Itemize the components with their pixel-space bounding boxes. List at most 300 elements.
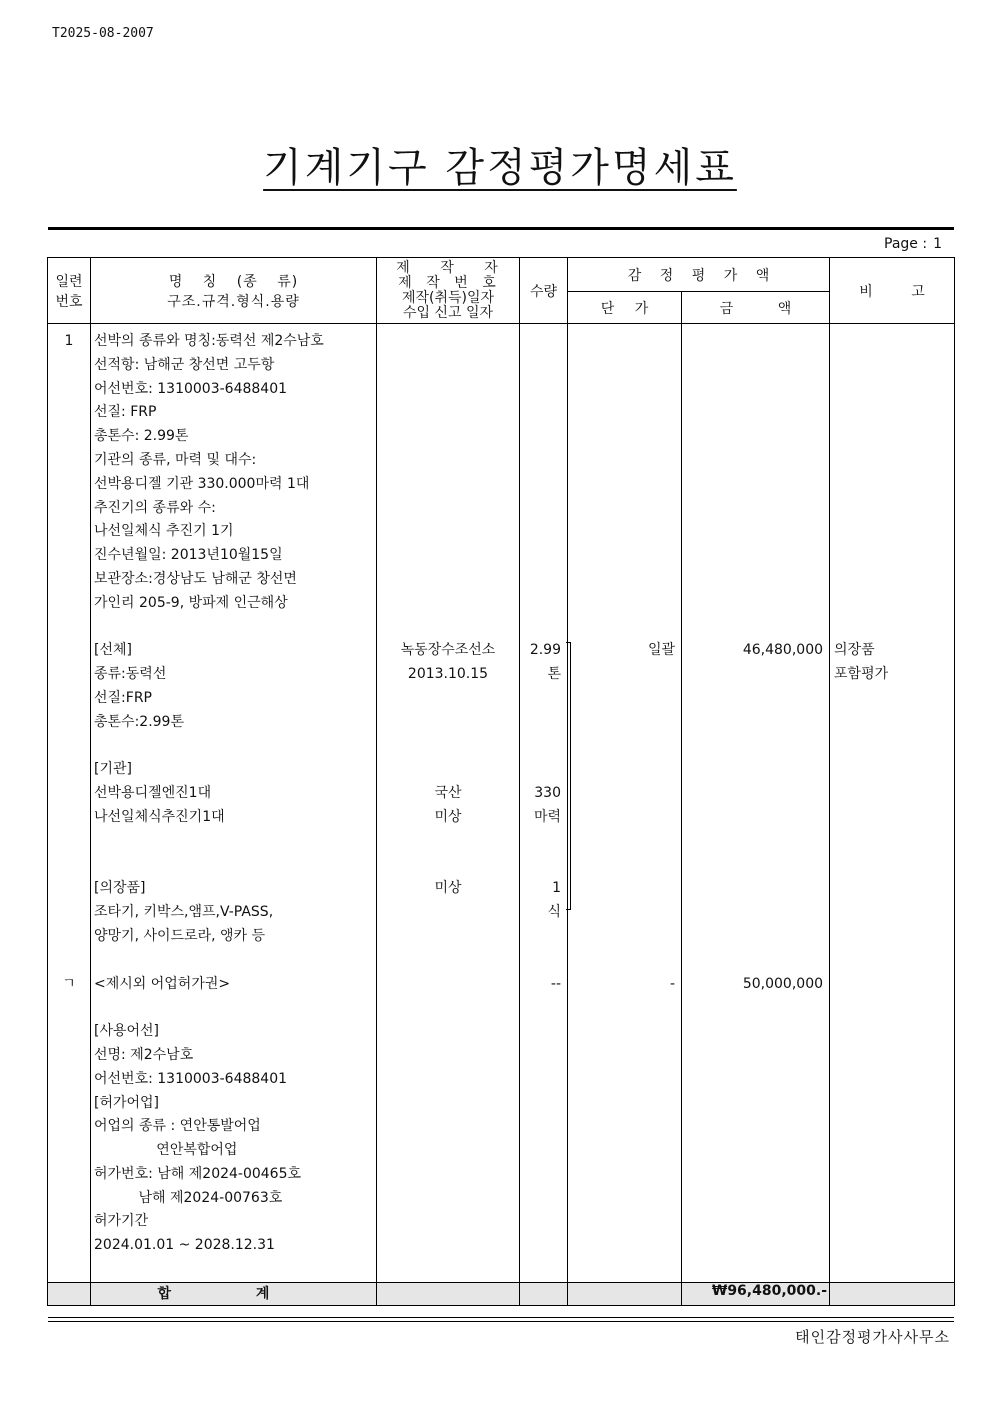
remarks-line [830,449,954,473]
amount-line [682,1210,829,1234]
desc-line: 가인리 205-9, 방파제 인근해상 [94,594,288,611]
group-bracket [566,642,571,910]
qty-line [520,1139,567,1163]
header-maker [377,258,520,324]
amount-line [682,1020,829,1044]
unit-line [568,1020,681,1044]
qty-line [520,1163,567,1187]
document-number: T2025-08-2007 [52,26,154,41]
total-unit-cell [568,1282,682,1305]
unit-line [568,1115,681,1139]
remarks-line [830,401,954,425]
seq-line [48,830,90,854]
remarks-line [830,616,954,640]
desc-line: 어선번호: 1310003-6488401 [94,380,288,397]
seq-line [48,854,90,878]
qty-line [520,1210,567,1234]
desc-line: [기관] [94,761,132,778]
unit-line [568,925,681,949]
remarks-line: 의장품 [834,642,875,659]
qty-line: -- [550,975,561,992]
unit-line [568,711,681,735]
maker-line [377,901,519,925]
seq-line [48,497,90,521]
remarks-line [830,877,954,901]
remarks-line [830,687,954,711]
qty-line [520,996,567,1020]
total-remarks-cell [830,1282,955,1305]
desc-line: 선박용디젤엔진1대 [94,785,212,802]
desc-line: 허가기간 [94,1213,149,1230]
amount-line [682,1258,829,1282]
seq-line [48,568,90,592]
header-qty: 수량 [520,258,568,324]
remarks-line [830,1115,954,1139]
header-seq-line2: 번호 [55,293,83,310]
unit-line [568,1258,681,1282]
desc-line: 종류:동력선 [94,666,167,683]
amount-line [682,449,829,473]
remarks-line [830,1258,954,1282]
amount-line [682,330,829,354]
seq-line [48,473,90,497]
amount-line [682,1234,829,1258]
unit-line [568,1187,681,1211]
maker-line [377,830,519,854]
maker-line [377,330,519,354]
amount-line [682,1044,829,1068]
desc-line: 어업의 종류 : 연안통발어업 [94,1118,261,1135]
amount-line [682,877,829,901]
seq-line [48,782,90,806]
seq-line [48,1210,90,1234]
seq-line [48,378,90,402]
unit-line [568,592,681,616]
remarks-line [830,425,954,449]
maker-column [377,324,520,1283]
seq-line [48,735,90,759]
qty-line [520,687,567,711]
amount-line [682,830,829,854]
unit-line [568,758,681,782]
remarks-line [830,473,954,497]
maker-line [377,592,519,616]
maker-line: 2013.10.15 [407,666,489,683]
seq-line [48,1044,90,1068]
desc-line: 어선번호: 1310003-6488401 [94,1070,288,1087]
remarks-line [830,711,954,735]
maker-line [377,1068,519,1092]
unit-line [568,1163,681,1187]
amount-line [682,806,829,830]
seq-line [48,1163,90,1187]
maker-line [377,1210,519,1234]
qty-line: 마력 [533,808,561,825]
maker-line [377,854,519,878]
qty-line [520,544,567,568]
qty-line [520,1115,567,1139]
qty-line [520,1068,567,1092]
desc-line: [의장품] [94,880,146,897]
desc-line: 연안복합어업 [94,1142,238,1159]
maker-line [377,425,519,449]
header-appraisal: 감 정 평 가 액 [568,258,830,292]
amount-line [682,663,829,687]
unit-line [568,1139,681,1163]
desc-line: 총톤수:2.99톤 [94,713,184,730]
amount-line [682,1068,829,1092]
desc-line: [사용어선] [94,1023,160,1040]
amount-line [682,687,829,711]
unit-line [568,425,681,449]
maker-line [377,568,519,592]
unit-line [568,663,681,687]
qty-line [520,925,567,949]
header-seq [48,258,91,324]
maker-line [377,354,519,378]
maker-line [377,735,519,759]
header-maker-line1: 제 작 자 [396,259,500,276]
seq-line [48,520,90,544]
desc-line: 추진기의 종류와 수: [94,499,216,516]
amount-line [682,925,829,949]
desc-line: 진수년월일: 2013년10월15일 [94,547,283,564]
maker-line [377,1258,519,1282]
amount-line [682,735,829,759]
unit-line [568,1044,681,1068]
unit-line [568,473,681,497]
header-name-line2: 구조.규격.형식.용량 [167,293,300,310]
maker-line [377,544,519,568]
seq-column [48,324,91,1283]
header-maker-line3: 제작(취득)일자 [401,289,495,306]
remarks-line [830,1139,954,1163]
amount-line [682,901,829,925]
maker-line [377,520,519,544]
remarks-line [830,497,954,521]
seq-line [48,1258,90,1282]
amount-line [682,616,829,640]
maker-line [377,1187,519,1211]
desc-line [91,854,376,878]
desc-line: [허가어업] [94,1094,160,1111]
amount-line [682,520,829,544]
seq-line [48,806,90,830]
qty-line: 톤 [547,666,561,683]
bottom-rule-1 [48,1317,954,1318]
maker-line: 미상 [434,808,462,825]
seq-line [48,925,90,949]
unit-line [568,687,681,711]
seq-line [48,1139,90,1163]
maker-line [377,1163,519,1187]
seq-line: 1 [64,333,74,349]
bottom-rule-2 [48,1321,954,1322]
total-label: 합 계 [91,1282,377,1305]
unit-line [568,378,681,402]
amount-line [682,473,829,497]
qty-line [520,473,567,497]
desc-line: 선질: FRP [94,404,157,421]
amount-line [682,378,829,402]
amount-line [682,401,829,425]
desc-line: 2024.01.01 ~ 2028.12.31 [94,1237,275,1254]
seq-line [48,354,90,378]
qty-line: 식 [547,904,561,921]
seq-line [48,401,90,425]
remarks-column [830,324,955,1283]
amount-line [682,1092,829,1116]
unit-line [568,830,681,854]
desc-line: 나선일체식추진기1대 [94,808,225,825]
maker-line [377,1139,519,1163]
desc-line: 선질:FRP [94,689,152,706]
maker-line [377,1020,519,1044]
desc-line [91,996,376,1020]
unit-line [568,877,681,901]
qty-line [520,401,567,425]
amount-line [682,1115,829,1139]
header-row-1 [48,258,955,292]
unit-line [568,330,681,354]
unit-line [568,854,681,878]
unit-line [568,544,681,568]
quantity-column [520,324,568,1283]
header-maker-line4: 수입 신고 일자 [402,304,494,321]
seq-line [48,877,90,901]
maker-line [377,473,519,497]
page-title [0,136,1000,193]
maker-line [377,378,519,402]
qty-line [520,830,567,854]
desc-line: 선박용디젤 기관 330.000마력 1대 [94,475,310,492]
appraisal-table [47,257,955,1306]
seq-line [48,663,90,687]
qty-line [520,854,567,878]
top-rule [48,227,954,230]
total-qty-cell [520,1282,568,1305]
seq-line [48,449,90,473]
qty-line [520,1187,567,1211]
qty-line [520,568,567,592]
unit-line [568,735,681,759]
remarks-line [830,1044,954,1068]
desc-line: <제시외 어업허가권> [94,975,231,992]
amount-column [682,324,830,1283]
header-seq-line1: 일련 [55,273,83,290]
qty-line [520,425,567,449]
seq-line [48,949,90,973]
unit-line [568,782,681,806]
qty-line [520,1092,567,1116]
desc-line: 선적항: 남해군 창선면 고두항 [94,356,275,373]
unit-price-column [568,324,682,1283]
page-number: 1 [933,236,942,252]
qty-line [520,592,567,616]
qty-line [520,497,567,521]
seq-line [48,758,90,782]
desc-line: 총톤수: 2.99톤 [94,428,189,445]
desc-line [91,616,376,640]
seq-line [48,1234,90,1258]
remarks-line [830,758,954,782]
amount-line [682,354,829,378]
body-row [48,324,955,1283]
remarks-line [830,925,954,949]
amount-line [682,425,829,449]
header-name [91,258,377,324]
header-amount: 금 액 [682,292,830,324]
seq-line [48,996,90,1020]
remarks-line [830,592,954,616]
seq-line [48,901,90,925]
qty-line [520,735,567,759]
seq-line [48,425,90,449]
seq-line [48,592,90,616]
seq-line [48,1092,90,1116]
remarks-line [830,996,954,1020]
unit-line [568,806,681,830]
amount-line [682,782,829,806]
total-sum: ₩96,480,000.- [682,1282,830,1305]
remarks-line [830,973,954,997]
maker-line [377,1092,519,1116]
amount-line [682,711,829,735]
remarks-line [830,354,954,378]
desc-line [91,735,376,759]
remarks-line [830,1187,954,1211]
qty-line: 2.99 [529,642,561,659]
maker-line [377,925,519,949]
desc-line: 조타기, 키박스,앰프,V-PASS, [94,904,274,921]
unit-line: - [669,975,675,992]
amount-line [682,1163,829,1187]
amount-line [682,996,829,1020]
qty-line: 330 [534,785,561,802]
maker-line: 국산 [434,785,462,802]
remarks-line [830,854,954,878]
desc-line: 남해 제2024-00763호 [94,1189,283,1206]
desc-line [91,1258,376,1282]
qty-line [520,758,567,782]
qty-line: 1 [552,880,561,897]
maker-line [377,1234,519,1258]
amount-line [682,568,829,592]
desc-line: 나선일체식 추진기 1기 [94,523,234,540]
maker-line [377,401,519,425]
total-maker-cell [377,1282,520,1305]
unit-line [568,568,681,592]
seq-line [48,639,90,663]
total-seq-cell [48,1282,91,1305]
office-name: 태인감정평가사사무소 [795,1328,950,1346]
amount-line [682,1187,829,1211]
remarks-line [830,1234,954,1258]
remarks-line [830,330,954,354]
amount-line: 50,000,000 [742,975,824,992]
header-maker-line2: 제 작 번 호 [398,274,498,291]
remarks-line [830,1092,954,1116]
unit-line [568,1092,681,1116]
qty-line [520,1258,567,1282]
remarks-line [830,568,954,592]
qty-line [520,1234,567,1258]
unit-line [568,949,681,973]
remarks-line [830,520,954,544]
desc-line [91,949,376,973]
qty-line [520,520,567,544]
remarks-line [830,782,954,806]
qty-line [520,711,567,735]
remarks-line [830,544,954,568]
remarks-line [830,806,954,830]
amount-line [682,592,829,616]
header-unit-price: 단 가 [568,292,682,324]
unit-line [568,354,681,378]
seq-line: ㄱ [62,975,76,992]
desc-line: 양망기, 사이드로라, 앵카 등 [94,927,266,944]
amount-line [682,949,829,973]
qty-line [520,1044,567,1068]
header-remarks: 비 고 [830,258,955,324]
amount-line: 46,480,000 [742,642,824,659]
description-column [91,324,377,1283]
desc-line: 기관의 종류, 마력 및 대수: [94,451,257,468]
total-row [48,1282,955,1305]
seq-line [48,711,90,735]
qty-line [520,330,567,354]
amount-line [682,1139,829,1163]
seq-line [48,544,90,568]
desc-line: [선체] [94,642,132,659]
desc-line [91,830,376,854]
maker-line [377,949,519,973]
seq-line [48,616,90,640]
seq-line [48,1020,90,1044]
qty-line [520,949,567,973]
desc-line: 허가번호: 남해 제2024-00465호 [94,1165,302,1182]
remarks-line [830,830,954,854]
maker-line [377,616,519,640]
unit-line [568,401,681,425]
remarks-line [830,1210,954,1234]
maker-line [377,758,519,782]
unit-line [568,1234,681,1258]
remarks-line [830,1163,954,1187]
maker-line: 녹동장수조선소 [400,642,496,659]
qty-line [520,354,567,378]
seq-line [48,1115,90,1139]
amount-line [682,497,829,521]
desc-line: 선명: 제2수남호 [94,1046,194,1063]
qty-line [520,1020,567,1044]
remarks-line: 포함평가 [834,666,889,683]
maker-line [377,497,519,521]
page-indicator [878,236,942,252]
amount-line [682,544,829,568]
amount-line [682,854,829,878]
seq-line [48,1068,90,1092]
maker-line [377,1044,519,1068]
unit-line [568,1068,681,1092]
unit-line [568,996,681,1020]
unit-line [568,616,681,640]
unit-line [568,449,681,473]
qty-line [520,449,567,473]
remarks-line [830,1068,954,1092]
maker-line [377,687,519,711]
remarks-line [830,735,954,759]
